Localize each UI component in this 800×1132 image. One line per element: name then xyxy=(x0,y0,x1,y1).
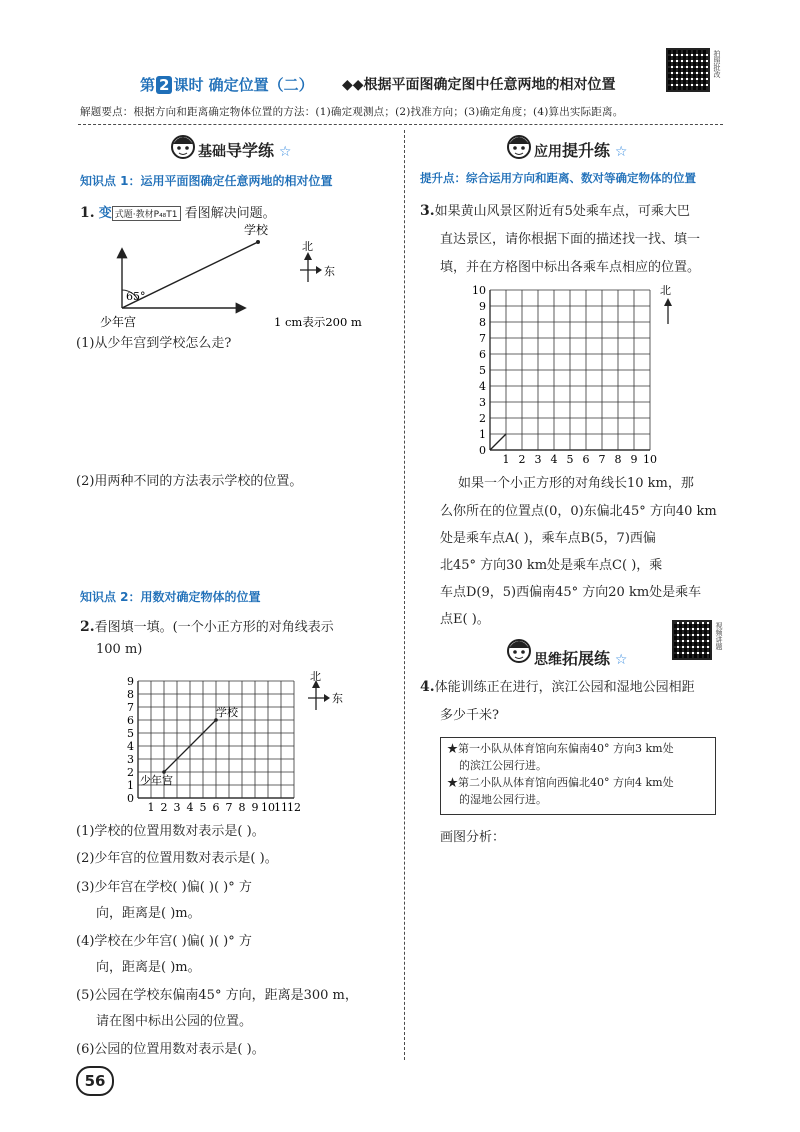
y-tick-label: 6 xyxy=(127,714,134,727)
question-2-sub-1: (1)学校的位置用数对表示是( )。 xyxy=(76,824,265,839)
x-tick-label: 5 xyxy=(566,453,574,466)
section-title-apply xyxy=(534,138,627,161)
compass-east-label: 东 xyxy=(324,265,335,278)
x-tick-label: 6 xyxy=(212,801,220,814)
question-2-stem xyxy=(80,616,334,635)
x-tick-label: 7 xyxy=(598,453,606,466)
q3-x-ticks xyxy=(503,453,658,466)
lesson-subtitle: ◆◆根据平面图确定图中任意两地的相对位置 xyxy=(342,77,616,93)
question-2-grid xyxy=(112,670,352,818)
section-title-apply-a: 应用 xyxy=(534,144,562,160)
question-4-number: 4. xyxy=(420,679,435,695)
palace-label: 少年宫 xyxy=(100,315,137,329)
y-tick-label: 0 xyxy=(127,792,134,805)
x-tick-label: 11 xyxy=(274,801,288,814)
section-title-basic xyxy=(198,138,291,161)
question-2-sub-6: (6)公园的位置用数对表示是( )。 xyxy=(76,1042,265,1057)
page-number: 56 xyxy=(76,1066,114,1096)
y-tick-label: 7 xyxy=(479,332,486,345)
lesson-number-badge: 2 xyxy=(156,76,172,94)
y-tick-label: 4 xyxy=(479,380,486,393)
qr-code-icon[interactable] xyxy=(666,48,710,92)
info-box-line-3: ★第二小队从体育馆向西偏北40° 方向4 km处 xyxy=(447,776,674,789)
question-2-sub-5-line-1: (5)公园在学校东偏南45° 方向，距离是300 m， xyxy=(76,988,358,1003)
x-tick-label: 7 xyxy=(225,801,233,814)
info-box-line-2: 的滨江公园行进。 xyxy=(459,759,547,772)
question-1-sub-2: (2)用两种不同的方法表示学校的位置。 xyxy=(76,474,303,489)
x-tick-label: 5 xyxy=(199,801,207,814)
y-tick-label: 9 xyxy=(127,675,134,688)
x-tick-label: 4 xyxy=(186,801,194,814)
question-1-diagram xyxy=(86,220,396,332)
x-tick-label: 3 xyxy=(534,453,542,466)
question-3-para-5: 车点D(9，5)西偏南45° 方向20 km处是乘车 xyxy=(440,585,702,600)
x-tick-label: 9 xyxy=(630,453,638,466)
improvement-point: 提升点：综合运用方向和距离、数对等确定物体的位置 xyxy=(420,171,696,185)
y-tick-label: 8 xyxy=(479,316,486,329)
question-3-line-1 xyxy=(420,200,690,219)
question-2-sub-4-line-1: (4)学校在少年宫( )偏( )( )° 方 xyxy=(76,934,252,949)
column-divider xyxy=(404,130,405,1060)
star-icon-2: ☆ xyxy=(614,144,628,160)
question-4-text-1: 体能训练正在进行，滨江公园和湿地公园相距 xyxy=(434,680,695,695)
question-3-para-4: 北45° 方向30 km处是乘车点C( )，乘 xyxy=(440,558,663,573)
y-tick-label: 1 xyxy=(127,779,134,792)
star-icon: ☆ xyxy=(278,144,292,160)
scale-label: 1 cm表示200 m xyxy=(274,315,362,329)
question-3-line-3: 填，并在方格图中标出各乘车点相应的位置。 xyxy=(440,260,701,275)
x-tick-label: 1 xyxy=(502,453,510,466)
q3-grid-lines xyxy=(490,290,650,450)
x-tick-label: 2 xyxy=(518,453,526,466)
mascot-icon xyxy=(168,132,198,164)
x-tick-label: 4 xyxy=(550,453,558,466)
q3-north-label: 北 xyxy=(660,284,671,297)
y-tick-label: 2 xyxy=(127,766,134,779)
solving-tips: 解题要点：根据方向和距离确定物体位置的方法：(1)确定观测点；(2)找准方向；(3)确定角度；(4)算出实际距离。 xyxy=(80,106,624,118)
section-title-basic-a: 基础 xyxy=(198,144,226,160)
x-tick-label: 8 xyxy=(238,801,246,814)
y-tick-label: 6 xyxy=(479,348,486,361)
x-tick-label: 10 xyxy=(643,453,657,466)
question-2-sub-3-line-2: 向，距离是( )m。 xyxy=(96,906,201,921)
y-tick-label: 0 xyxy=(479,444,486,457)
y-tick-label: 8 xyxy=(127,688,134,701)
lesson-prefix: 第 xyxy=(140,76,156,94)
q2-compass-east: 东 xyxy=(332,692,343,705)
question-3-text-1: 如果黄山风景区附近有5处乘车点，可乘大巴 xyxy=(434,204,690,219)
x-tick-label: 6 xyxy=(582,453,590,466)
x-tick-label: 8 xyxy=(614,453,622,466)
question-3-para-6: 点E( )。 xyxy=(440,612,490,627)
drawing-analysis-label: 画图分析： xyxy=(440,830,506,845)
question-2-sub-2: (2)少年宫的位置用数对表示是( )。 xyxy=(76,851,278,866)
x-tick-label: 1 xyxy=(147,801,155,814)
star-icon-3: ☆ xyxy=(614,652,628,668)
x-tick-label: 9 xyxy=(251,801,259,814)
question-2-sub-4-line-2: 向，距离是( )m。 xyxy=(96,960,201,975)
question-1-number: 1. xyxy=(80,205,95,221)
q2-palace-label: 少年宫 xyxy=(140,774,173,787)
section-title-extend xyxy=(534,646,627,669)
mascot-icon-2 xyxy=(504,132,534,164)
y-tick-label: 1 xyxy=(479,428,486,441)
section-title-basic-b: 导学练 xyxy=(226,141,275,160)
angle-label: 65° xyxy=(126,290,146,303)
section-title-extend-b: 拓展练 xyxy=(562,649,611,668)
question-3-para-3: 处是乘车点A( )，乘车点B(5，7)西偏 xyxy=(440,531,656,546)
section-title-apply-b: 提升练 xyxy=(562,141,611,160)
y-tick-label: 10 xyxy=(472,284,486,297)
x-tick-label: 12 xyxy=(287,801,301,814)
question-3-para-2: 么你所在的位置点(0，0)东偏北45° 方向40 km xyxy=(440,504,717,519)
video-qr-code-icon[interactable] xyxy=(672,620,712,660)
info-box-line-1: ★第一小队从体育馆向东偏南40° 方向3 km处 xyxy=(447,742,674,755)
mascot-icon-3 xyxy=(504,636,534,668)
question-3-number: 3. xyxy=(420,203,435,219)
q2-x-ticks xyxy=(148,801,302,814)
question-3-para-1: 如果一个小正方形的对角线长10 km，那 xyxy=(458,476,694,491)
y-tick-label: 5 xyxy=(127,727,134,740)
question-4-line-1 xyxy=(420,676,695,695)
question-2-text-line-1: 看图填一填。(一个小正方形的对角线表示 xyxy=(94,620,334,635)
y-tick-label: 3 xyxy=(127,753,134,766)
question-2-text-line-2: 100 m) xyxy=(96,642,143,657)
q2-compass-north: 北 xyxy=(310,670,321,683)
textbook-reference-tag: 式题·教材P₄₈T1 xyxy=(112,206,181,221)
variant-mark: 变 xyxy=(98,206,112,221)
question-4-info-box xyxy=(440,737,716,815)
lesson-title xyxy=(140,74,314,95)
x-tick-label: 10 xyxy=(261,801,275,814)
lesson-suffix: 课时 确定位置（二） xyxy=(173,76,314,94)
compass-north-label: 北 xyxy=(302,240,313,253)
question-2-number: 2. xyxy=(80,619,95,635)
q2-school-label: 学校 xyxy=(216,706,238,719)
question-4-line-2: 多少千米? xyxy=(440,708,499,723)
x-tick-label: 2 xyxy=(160,801,168,814)
question-2-sub-5-line-2: 请在图中标出公园的位置。 xyxy=(96,1014,253,1029)
question-3-grid xyxy=(470,280,680,470)
y-tick-label: 5 xyxy=(479,364,486,377)
q2-y-ticks xyxy=(127,675,134,805)
qr-code-label: 拍照批改 xyxy=(713,50,721,78)
knowledge-point-2: 知识点 2：用数对确定物体的位置 xyxy=(80,590,261,604)
q3-diagonal-sample xyxy=(490,434,506,450)
y-tick-label: 2 xyxy=(479,412,486,425)
y-tick-label: 3 xyxy=(479,396,486,409)
question-2-sub-3-line-1: (3)少年宫在学校( )偏( )( )° 方 xyxy=(76,880,252,895)
section-title-extend-a: 思维 xyxy=(534,652,562,668)
header-divider xyxy=(78,124,723,125)
y-tick-label: 7 xyxy=(127,701,134,714)
question-3-line-2: 直达景区，请你根据下面的描述找一找、填一 xyxy=(440,232,701,247)
question-1-sub-1: (1)从少年宫到学校怎么走? xyxy=(76,336,232,351)
school-point xyxy=(256,240,260,244)
x-tick-label: 3 xyxy=(173,801,181,814)
info-box-line-4: 的湿地公园行进。 xyxy=(459,793,547,806)
video-qr-label: 视频讲题 xyxy=(715,622,723,650)
y-tick-label: 4 xyxy=(127,740,134,753)
question-1-stem xyxy=(80,202,276,221)
q3-y-ticks xyxy=(472,284,486,457)
y-tick-label: 9 xyxy=(479,300,486,313)
knowledge-point-1: 知识点 1：运用平面图确定任意两地的相对位置 xyxy=(80,174,333,188)
school-label: 学校 xyxy=(244,223,269,237)
question-1-text: 看图解决问题。 xyxy=(184,206,276,221)
